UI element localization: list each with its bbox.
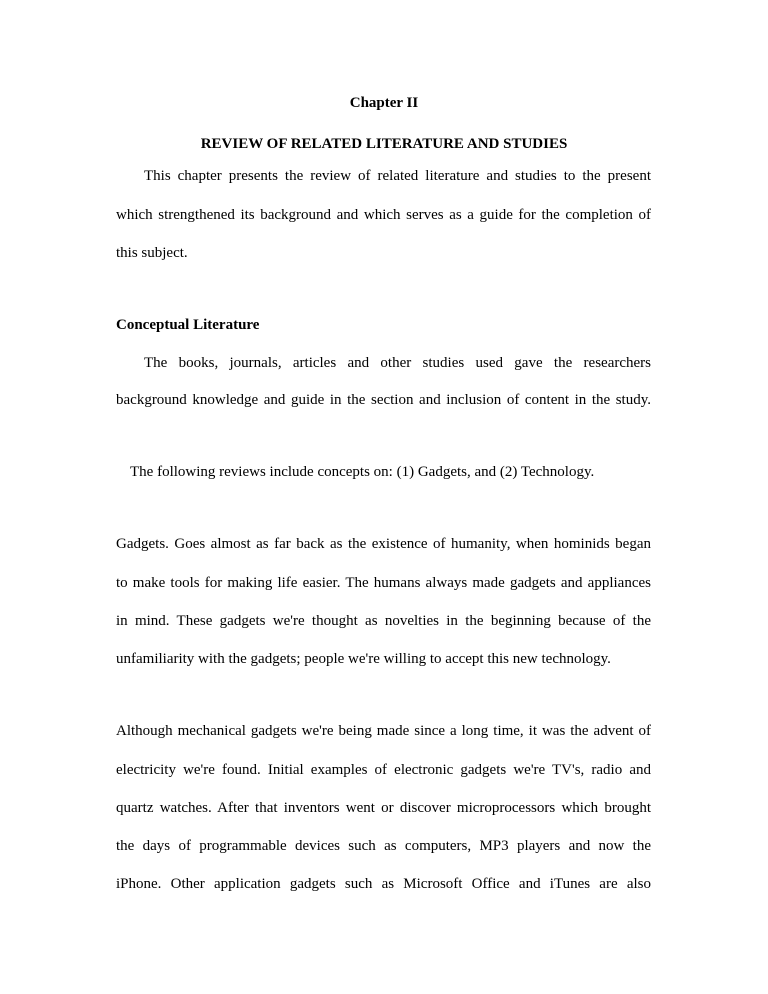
chapter-title: REVIEW OF RELATED LITERATURE AND STUDIES (200, 136, 568, 152)
mechanical-line-2: electricity we're found. Initial examples of electronic gadgets we're TV's, radio and (116, 762, 651, 778)
mechanical-line-3: quartz watches. After that inventors went or discover microprocessors which brought (116, 800, 651, 816)
gadgets-line-4: unfamiliarity with the gadgets; people we're willing to accept this new technology. (116, 651, 611, 667)
intro-line-3: this subject. (116, 245, 188, 261)
gadgets-line-1: Gadgets. Goes almost as far back as the existence of humanity, when hominids began (116, 536, 651, 552)
mechanical-line-5: iPhone. Other application gadgets such as Microsoft Office and iTunes are also (116, 876, 651, 892)
gadgets-line-3: in mind. These gadgets we're thought as novelties in the beginning because of the (116, 613, 651, 629)
conceptual-line-1: The books, journals, articles and other studies used gave the researchers (144, 355, 651, 371)
intro-line-2: which strengthened its background and which serves as a guide for the completion of (116, 207, 651, 223)
mechanical-line-1: Although mechanical gadgets we're being made since a long time, it was the advent of (116, 723, 651, 739)
intro-line-1: This chapter presents the review of related literature and studies to the present (144, 168, 651, 184)
conceptual-heading: Conceptual Literature (116, 317, 260, 333)
conceptual-line-2: background knowledge and guide in the section and inclusion of content in the study. (116, 392, 651, 408)
reviews-line: The following reviews include concepts on: (1) Gadgets, and (2) Technology. (130, 464, 595, 480)
gadgets-line-2: to make tools for making life easier. The humans always made gadgets and appliances (116, 575, 651, 591)
chapter-number: Chapter II (349, 95, 419, 111)
mechanical-line-4: the days of programmable devices such as computers, MP3 players and now the (116, 838, 651, 854)
